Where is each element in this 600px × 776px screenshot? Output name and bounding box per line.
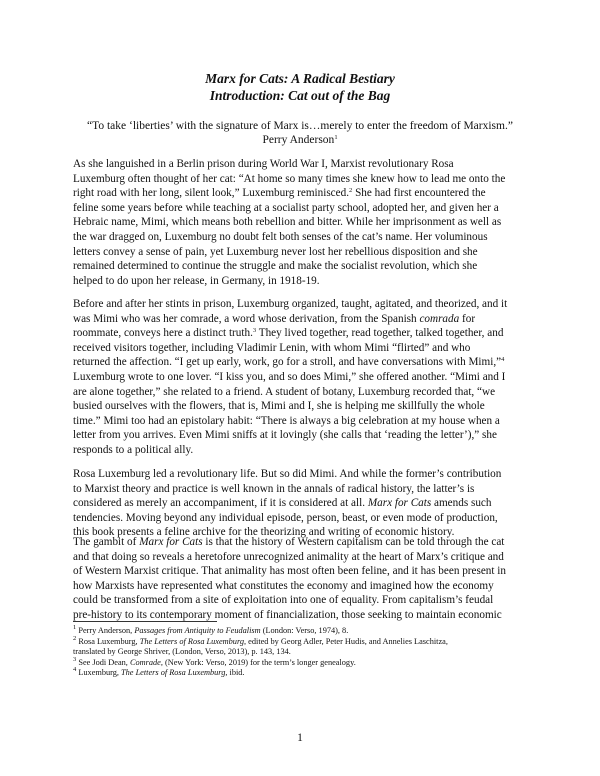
text-line: busied ourselves with the flowers, that is, Mimi and I, she is helping me skillfully the whole [73, 400, 485, 413]
text-run: is that the history of Western capitalism can be told through the cat [202, 536, 505, 548]
text-line: Before and after her stints in prison, Luxemburg organized, taught, agitated, and theorized, and it [73, 298, 508, 310]
footnote-3 [73, 655, 543, 669]
text-line: letter from you arrives. Even Mimi sniffs at it lovingly (she calls that ‘reading the letter’),” she [73, 429, 497, 442]
paragraph-4 [73, 535, 543, 623]
text-line: the war dragged on, Luxemburg no doubt felt both senses of the cat’s name. Her voluminous [73, 230, 488, 243]
text-line [73, 186, 543, 201]
text-run: returned the affection. “I get up early, work, go for a stroll, and have conversations with Mimi,” [73, 356, 502, 369]
footnote-ref-2: 2 [349, 187, 353, 195]
text-line: helped to do upon her release, in Germany, in 1918-19. [73, 274, 320, 287]
footnote-4 [73, 668, 543, 679]
text-line: time.” Mimi too had an epistolary habit: “There is always a big celebration at my house when a [73, 414, 500, 427]
text-line [73, 496, 543, 511]
text-line: feline some years before while teaching at a socialist party school, adopted her, and given her a [73, 201, 499, 214]
epigraph-attribution [0, 133, 600, 147]
text-run: She had first encountered the [352, 187, 486, 200]
footnotes [73, 626, 543, 679]
italic-title: Marx for Cats [139, 536, 203, 548]
footnote-ref-1: 1 [334, 134, 338, 141]
footnote-divider [73, 621, 217, 622]
text-line [73, 326, 543, 341]
subtitle: Introduction: Cat out of the Bag [209, 88, 391, 103]
paragraph-3 [73, 467, 543, 540]
paragraph-1 [73, 157, 543, 288]
italic-title: Passages from Antiquity to Feudalism [134, 626, 261, 635]
footnote-ref-4: 4 [501, 356, 505, 364]
text-run: They lived together, read together, talked together, and [256, 327, 504, 340]
text-run: The gambit of [73, 536, 140, 548]
text-line: responds to a political ally. [73, 443, 194, 456]
text-run: amends such [431, 497, 492, 510]
text-run: Perry Anderson, [76, 626, 135, 635]
text-line: tendencies. Moving beyond any individual episode, person, beast, or even mode of production, [73, 511, 498, 524]
text-run: , ibid. [225, 668, 245, 678]
text-line: this book presents a feline archive for the theorizing and writing of economic history. [73, 526, 455, 539]
text-run: (London: Verso, 1974), 8. [260, 626, 349, 635]
text-run: Rosa Luxemburg, [76, 636, 140, 646]
text-line: Luxemburg often thought of her cat: “At home so many times she knew how to lead me onto the [73, 172, 506, 185]
italic-title: Marx for Cats [367, 497, 432, 510]
text-line: are alone together,” she related to a friend. A student of botany, Luxemburg recorded that, “we [73, 385, 496, 398]
italic-term: comrada [419, 312, 460, 325]
text-run: was Mimi who was her comrade, a word whose derivation, from the Spanish [73, 312, 420, 325]
footnote-number: 2 [73, 634, 77, 642]
text-line: of Western Marxist critique. That animality has most often been feline, and it has been present in [73, 565, 507, 578]
text-run: for [459, 312, 476, 325]
text-run: right road with her long, silent look,” Luxemburg reminisced. [73, 187, 350, 200]
text-run: considered as merely an accompaniment, if it is considered at all. [73, 497, 368, 510]
text-line: remained determined to continue the struggle and make the socialist revolution, which she [73, 260, 478, 273]
text-line [73, 535, 543, 550]
text-line: Luxemburg wrote to one lover. “I kiss you, and so does Mimi,” she offered another. “Mimi and I [73, 370, 506, 383]
text-run: , (New York: Verso, 2019) for the term’s longer genealogy. [160, 657, 356, 667]
italic-title: The Letters of Rosa Luxemburg [139, 636, 245, 646]
text-run: Luxemburg, [76, 668, 122, 678]
footnote-1 [73, 626, 543, 637]
footnote-number: 3 [73, 655, 77, 663]
title: Marx for Cats: A Radical Bestiary [205, 71, 395, 86]
footnote-2-continued: translated by George Shriver, (London, Verso, 2013), p. 143, 134. [73, 647, 291, 657]
page-number: 1 [297, 732, 303, 744]
text-line: to Marxist theory and practice is well known in the annals of radical history, the latter’s is [73, 482, 475, 495]
text-line: could be transformed from a site of exploitation into one of equality. From capitalism’s feudal [73, 594, 494, 607]
footnote-ref-3: 3 [252, 327, 257, 335]
epigraph-quote: “To take ‘liberties’ with the signature of Marx is…merely to enter the freedom of Marxism.” [87, 120, 513, 132]
text-line: and that doing so reveals a heretofore unrecognized animality at the heart of Marx’s critique and [73, 550, 504, 563]
text-line: pre-history to its contemporary moment of financialization, those seeking to maintain economic [73, 608, 502, 621]
text-line: As she languished in a Berlin prison during World War I, Marxist revolutionary Rosa [73, 158, 454, 170]
text-line: letters convey a sense of pain, yet Luxemburg never lost her rebellious disposition and she [73, 245, 478, 258]
text-line [73, 355, 543, 370]
text-line: how Marxists have represented what constitutes the economy and imagined how the economy [73, 579, 494, 592]
text-run: , edited by Georg Adler, Peter Hudis, and Annelies Laschitza, [244, 636, 448, 646]
text-line: received visitors together, including Vladimir Lenin, with whom Mimi “flirted” and who [73, 341, 471, 354]
text-line: Rosa Luxemburg led a revolutionary life. But so did Mimi. And while the former’s contribution [73, 468, 502, 480]
italic-title: The Letters of Rosa Luxemburg [121, 668, 226, 678]
text-line: Hebraic name, Mimi, which means both rebellion and bitter. While her imprisonment as well as [73, 216, 502, 229]
epigraph-author: Perry Anderson [262, 134, 335, 146]
text-line [73, 312, 543, 327]
footnote-number: 1 [73, 624, 77, 631]
footnote-2 [73, 634, 543, 648]
text-run: roommate, conveys here a distinct truth. [73, 327, 253, 340]
italic-title: Comrade [129, 657, 161, 667]
text-run: See Jodi Dean, [76, 657, 130, 667]
paragraph-2 [73, 297, 543, 458]
footnote-number: 4 [73, 666, 77, 674]
